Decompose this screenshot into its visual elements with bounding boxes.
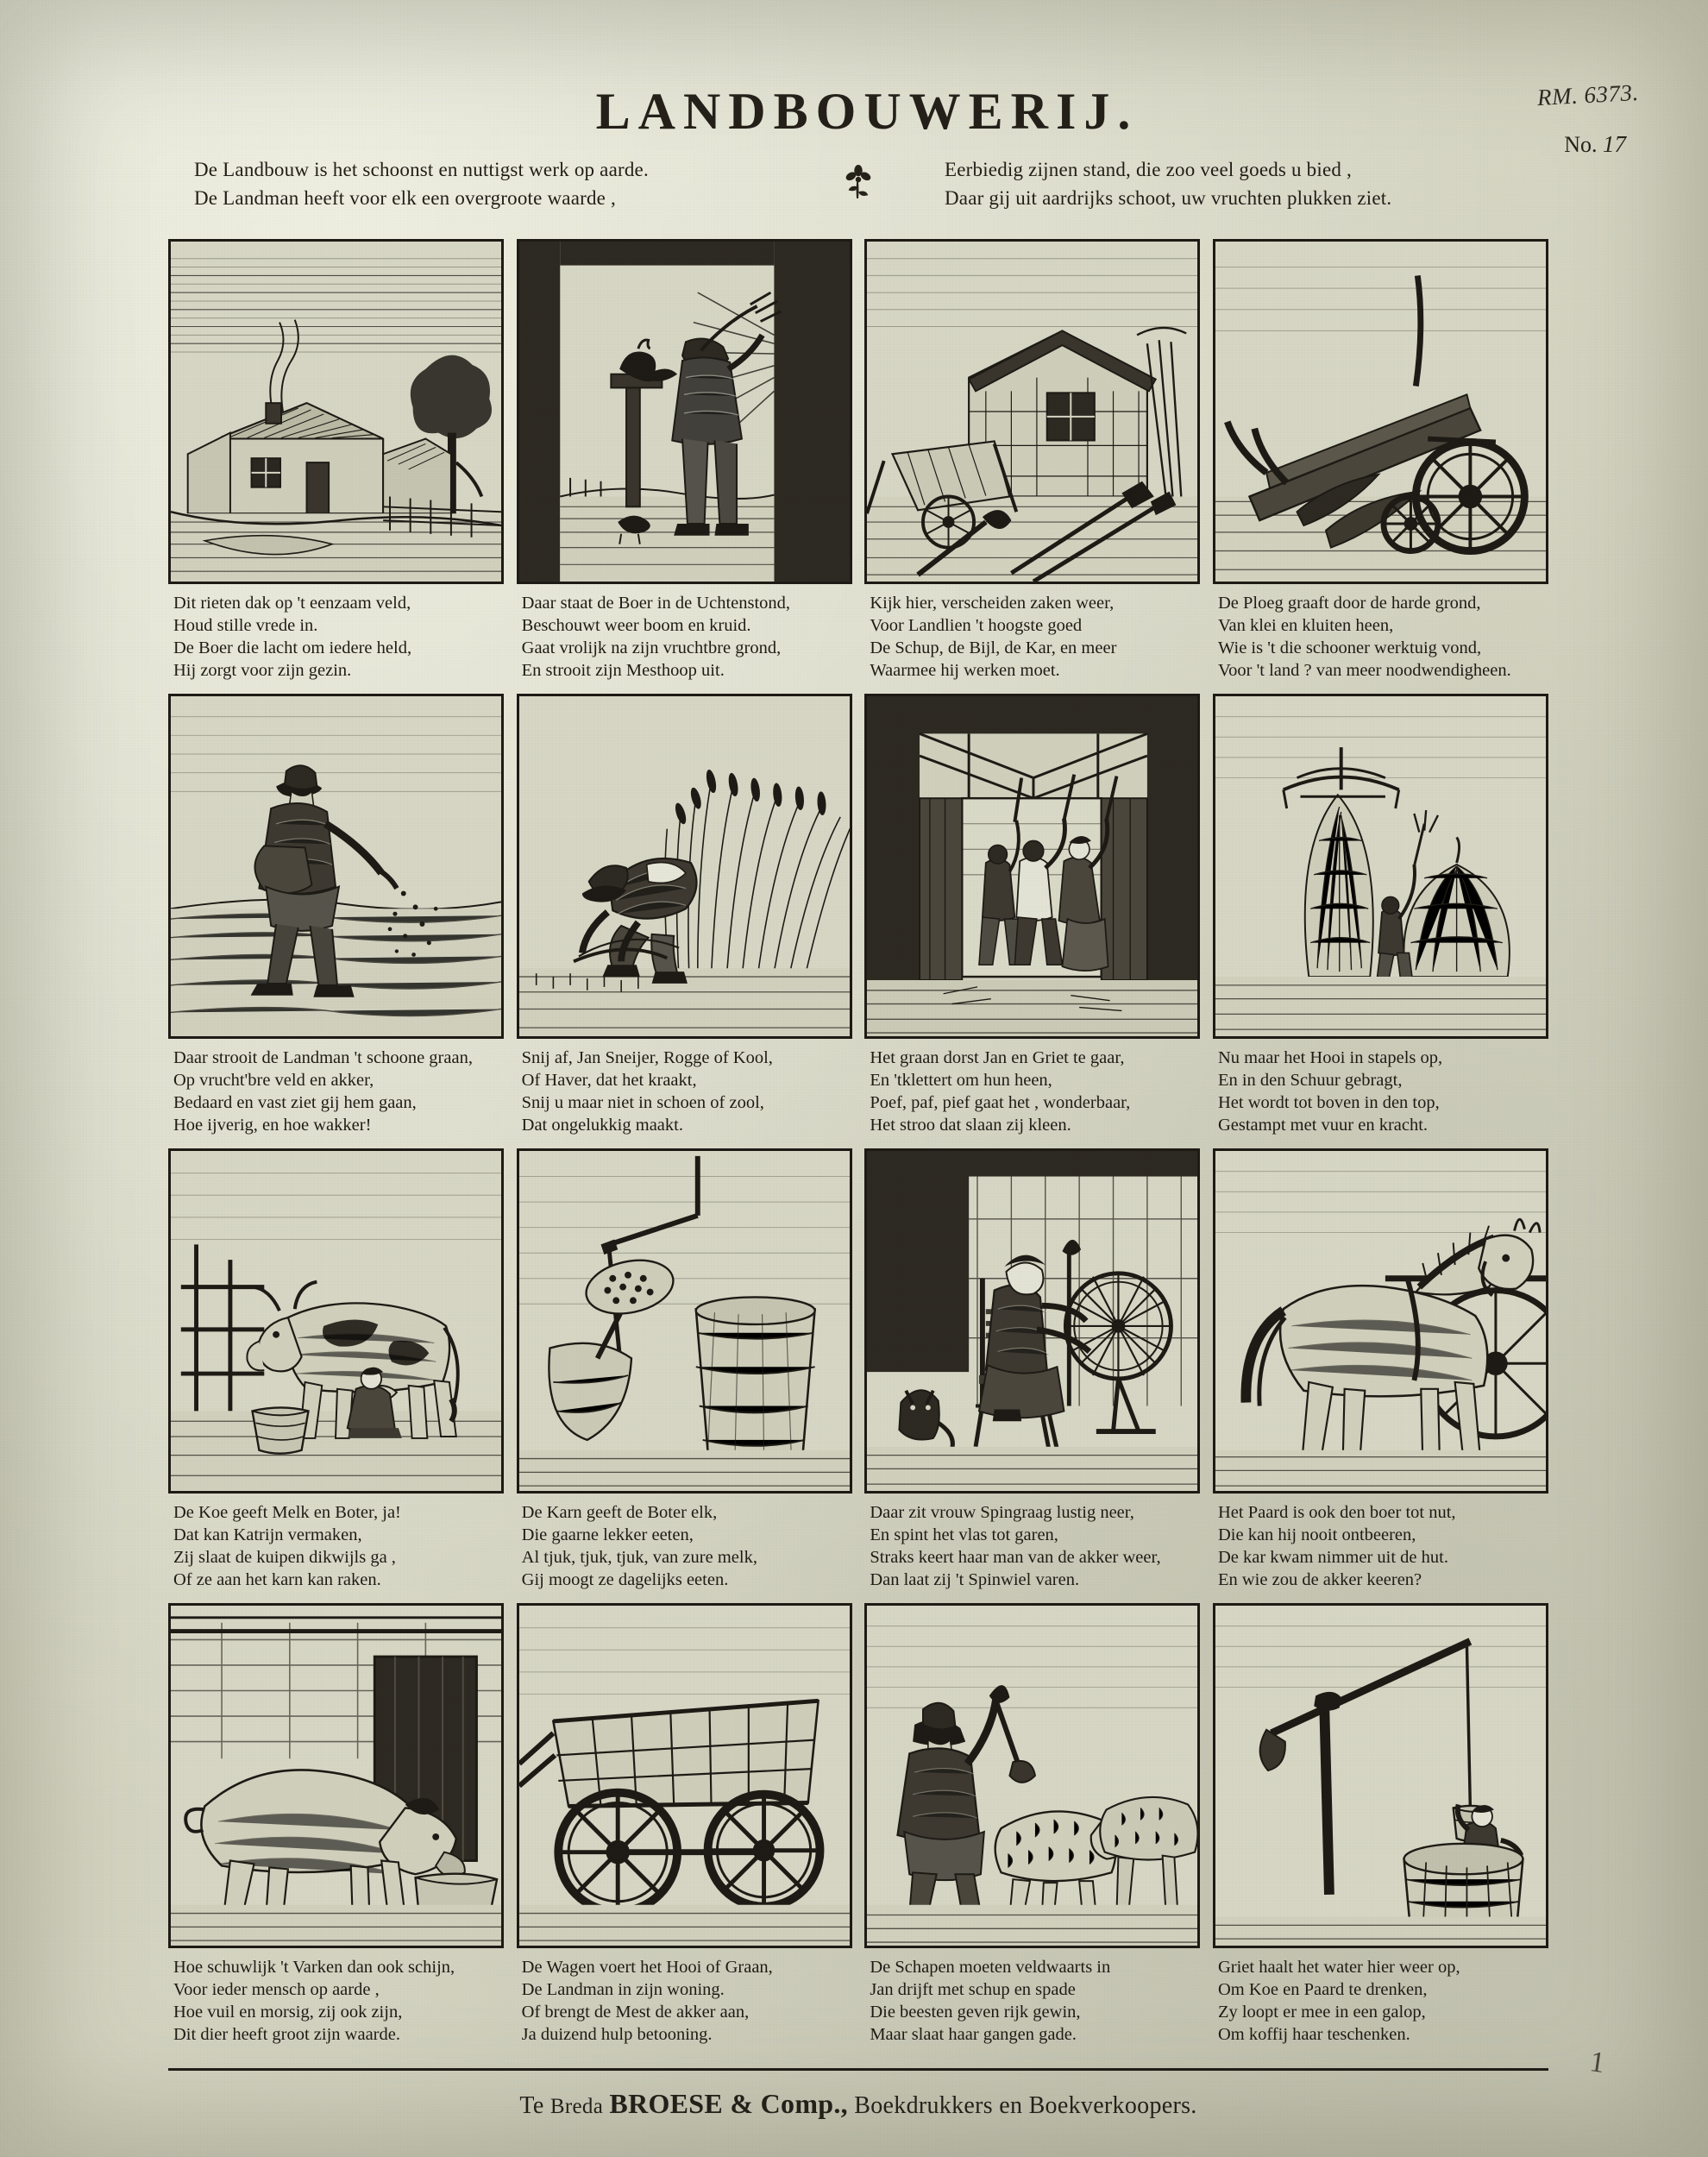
caption-line: Die gaarne lekker eeten, xyxy=(521,1525,694,1544)
subtitle-verse xyxy=(168,155,1548,213)
subtitle-left-line-2: De Landman heeft voor elk een overgroote waarde , xyxy=(194,187,616,210)
caption-line: Voor Landlien 't hoogste goed xyxy=(870,615,1083,635)
caption-line: Het Paard is ook den boer tot nut, xyxy=(1217,1502,1456,1522)
caption-line: En strooit zijn Mesthoop uit. xyxy=(521,660,725,680)
imprint-line xyxy=(168,2088,1548,2120)
page-title: LANDBOUWERIJ. xyxy=(595,83,1139,140)
grid-cell xyxy=(1213,239,1548,682)
caption-line: Hoe vuil en morsig, zij ook zijn, xyxy=(173,2003,403,2022)
caption-line: Om koffij haar teschenken. xyxy=(1217,2025,1410,2045)
grid-cell xyxy=(1213,694,1548,1136)
grid-cell xyxy=(864,239,1200,682)
grid-cell xyxy=(517,1603,852,2046)
cow-with-milkmaid-illustration xyxy=(168,1148,504,1494)
cell-caption xyxy=(168,592,504,682)
cell-caption xyxy=(1213,1956,1548,2046)
grid-cell xyxy=(517,1148,852,1591)
caption-line: De Karn geeft de Boter elk, xyxy=(521,1502,718,1522)
caption-line: De Landman in zijn woning. xyxy=(521,1980,725,2000)
cell-caption xyxy=(517,1501,852,1591)
caption-line: Bedaard en vast ziet gij hem gaan, xyxy=(173,1092,417,1112)
flower-ornament-icon xyxy=(832,155,884,200)
caption-line: De Koe geeft Melk en Boter, ja! xyxy=(173,1502,401,1522)
grid-cell xyxy=(168,694,504,1136)
caption-line: Op vrucht'bre veld en akker, xyxy=(173,1070,374,1090)
caption-line: Of brengt de Mest de akker aan, xyxy=(521,2003,750,2022)
caption-line: De Boer die lacht om iedere held, xyxy=(173,638,412,657)
caption-line: De Ploeg graaft door de harde grond, xyxy=(1217,593,1481,613)
sheet-number-value: 17 xyxy=(1603,131,1626,157)
caption-line: Waarmee hij werken moet. xyxy=(870,660,1060,680)
grid-cell xyxy=(517,694,852,1136)
caption-line: Voor ieder mensch op aarde , xyxy=(173,1980,380,2000)
haystacks-illustration xyxy=(1213,694,1548,1039)
caption-line: Gij moogt ze dagelijks eeten. xyxy=(521,1570,729,1590)
caption-line: Zy loopt er mee in een galop, xyxy=(1217,2003,1426,2022)
caption-line: Die beesten geven rijk gewin, xyxy=(870,2003,1081,2022)
subtitle-right-line-1: Eerbiedig zijnen stand, die zoo veel goeds u bied , xyxy=(945,159,1352,180)
footer-divider xyxy=(168,2068,1548,2071)
caption-line: Maar slaat haar gangen gade. xyxy=(870,2025,1077,2045)
caption-line: Het stroo dat slaan zij kleen. xyxy=(870,1115,1071,1135)
caption-line: Poef, paf, pief gaat het , wonderbaar, xyxy=(870,1092,1131,1112)
plough-illustration xyxy=(1213,239,1548,584)
caption-line: Of ze aan het karn kan raken. xyxy=(173,1570,381,1590)
draught-horse-illustration xyxy=(1213,1148,1548,1494)
imprint-city: Breda xyxy=(549,2095,604,2119)
grid-row xyxy=(168,239,1548,682)
caption-line: Snij af, Jan Sneijer, Rogge of Kool, xyxy=(521,1047,773,1067)
cell-caption xyxy=(864,592,1200,682)
grid-cell xyxy=(1213,1603,1548,2046)
caption-line: Hoe ijverig, en hoe wakker! xyxy=(173,1115,372,1135)
caption-line: Dit rieten dak op 't eenzaam veld, xyxy=(173,593,411,613)
caption-line: En 'tklettert om hun heen, xyxy=(870,1070,1052,1090)
grid-cell xyxy=(864,1603,1200,2046)
threshers-in-barn-illustration xyxy=(864,694,1200,1039)
grid-cell xyxy=(1213,1148,1548,1591)
caption-line: Kijk hier, verscheiden zaken weer, xyxy=(870,593,1115,613)
cell-caption xyxy=(168,1047,504,1136)
caption-line: Het wordt tot boven in den top, xyxy=(1217,1092,1440,1112)
caption-line: Hoe schuwlijk 't Varken dan ook schijn, xyxy=(173,1958,455,1978)
corner-pencil-mark: 1 xyxy=(1587,2046,1607,2080)
grid-cell xyxy=(864,1148,1200,1591)
sheet-number xyxy=(1564,131,1626,158)
caption-line: Jan drijft met schup en spade xyxy=(870,1980,1076,2000)
imprint-publisher: BROESE & Comp., xyxy=(609,2088,848,2120)
caption-line: Dit dier heeft groot zijn waarde. xyxy=(173,2025,400,2045)
caption-line: De kar kwam nimmer uit de hut. xyxy=(1217,1548,1448,1567)
cell-caption xyxy=(517,1956,852,2046)
caption-line: Al tjuk, tjuk, tjuk, van zure melk, xyxy=(521,1548,757,1567)
caption-line: De Wagen voert het Hooi of Graan, xyxy=(521,1958,773,1978)
farm-tools-beside-barn-illustration xyxy=(864,239,1200,584)
grid-cell xyxy=(168,1603,504,2046)
cell-caption xyxy=(168,1956,504,2046)
draw-well-with-bucket-illustration xyxy=(1213,1603,1548,1948)
caption-line: Gestampt met vuur en kracht. xyxy=(1217,1115,1429,1135)
imprint-post: Boekdrukkers en Boekverkoopers. xyxy=(854,2092,1197,2120)
caption-line: Om Koe en Paard te drenken, xyxy=(1217,1980,1428,2000)
caption-line: De Schapen moeten veldwaarts in xyxy=(870,1958,1111,1978)
caption-line: Snij u maar niet in schoen of zool, xyxy=(521,1092,764,1112)
butter-churn-illustration xyxy=(517,1148,852,1494)
imprint-pre: Te xyxy=(519,2092,544,2120)
cell-caption xyxy=(517,1047,852,1136)
cell-caption xyxy=(168,1501,504,1591)
grid-row xyxy=(168,694,1548,1136)
caption-line: Daar staat de Boer in de Uchtenstond, xyxy=(521,593,791,613)
cell-caption xyxy=(864,1501,1200,1591)
sheet-number-label: No. xyxy=(1564,132,1598,157)
caption-line: En spint het vlas tot garen, xyxy=(870,1525,1058,1544)
caption-line: Dan laat zij 't Spinwiel varen. xyxy=(870,1570,1080,1590)
subtitle-left-line-1: De Landbouw is het schoonst en nuttigst werk op aarde. xyxy=(194,159,649,180)
farmer-in-doorway-at-dawn-illustration xyxy=(517,239,852,584)
shepherd-with-sheep-illustration xyxy=(864,1603,1200,1948)
grid-row xyxy=(168,1603,1548,2046)
caption-line: Het graan dorst Jan en Griet te gaar, xyxy=(870,1047,1125,1067)
caption-line: Houd stille vrede in. xyxy=(173,615,318,635)
caption-line: Gaat vrolijk na zijn vruchtbre grond, xyxy=(521,638,782,657)
sower-scattering-seed-illustration xyxy=(168,694,504,1039)
cell-caption xyxy=(1213,592,1548,682)
caption-line: En wie zou de akker keeren? xyxy=(1217,1570,1422,1590)
caption-line: Of Haver, dat het kraakt, xyxy=(521,1070,697,1090)
pig-at-trough-illustration xyxy=(168,1603,504,1948)
hay-wagon-illustration xyxy=(517,1603,852,1948)
caption-line: Zij slaat de kuipen dikwijls ga , xyxy=(173,1548,396,1567)
caption-line: Griet haalt het water hier weer op, xyxy=(1217,1958,1460,1978)
caption-line: Dat kan Katrijn vermaken, xyxy=(173,1525,362,1544)
caption-line: De Schup, de Bijl, de Kar, en meer xyxy=(870,638,1117,657)
cell-caption xyxy=(864,1956,1200,2046)
grid-cell xyxy=(168,1148,504,1591)
caption-line: Beschouwt weer boom en kruid. xyxy=(521,615,751,635)
caption-line: Daar strooit de Landman 't schoone graan, xyxy=(173,1047,473,1067)
grid-cell xyxy=(864,694,1200,1136)
catalog-mark: RM. 6373. xyxy=(1536,79,1640,111)
caption-line: Van klei en kluiten heen, xyxy=(1217,615,1394,635)
woman-at-spinning-wheel-illustration xyxy=(864,1148,1200,1494)
caption-line: Daar zit vrouw Spingraag lustig neer, xyxy=(870,1502,1134,1522)
subtitle-right-line-2: Daar gij uit aardrijks schoot, uw vruchten plukken ziet. xyxy=(945,187,1392,210)
subtitle-left-column xyxy=(168,155,798,213)
caption-line: Die kan hij nooit ontbeeren, xyxy=(1217,1525,1416,1544)
subtitle-right-column xyxy=(919,155,1548,213)
caption-line: Wie is 't die schooner werktuig vond, xyxy=(1217,638,1482,657)
caption-line: Dat ongelukkig maakt. xyxy=(521,1115,683,1135)
grid-cell xyxy=(168,239,504,682)
illustration-grid xyxy=(168,239,1548,2047)
cell-caption xyxy=(517,592,852,682)
grid-cell xyxy=(517,239,852,682)
farmhouse-with-smoking-chimney-illustration xyxy=(168,239,504,584)
grid-row xyxy=(168,1148,1548,1591)
caption-line: Hij zorgt voor zijn gezin. xyxy=(173,660,352,680)
reaper-cutting-grain-illustration xyxy=(517,694,852,1039)
caption-line: Nu maar het Hooi in stapels op, xyxy=(1217,1047,1443,1067)
cell-caption xyxy=(1213,1047,1548,1136)
caption-line: Voor 't land ? van meer noodwendigheen. xyxy=(1217,660,1511,680)
caption-line: En in den Schuur gebragt, xyxy=(1217,1070,1403,1090)
caption-line: Straks keert haar man van de akker weer, xyxy=(870,1548,1161,1567)
caption-line: Ja duizend hulp betooning. xyxy=(521,2025,713,2045)
sheet-content xyxy=(168,82,1548,2120)
cell-caption xyxy=(1213,1501,1548,1591)
cell-caption xyxy=(864,1047,1200,1136)
